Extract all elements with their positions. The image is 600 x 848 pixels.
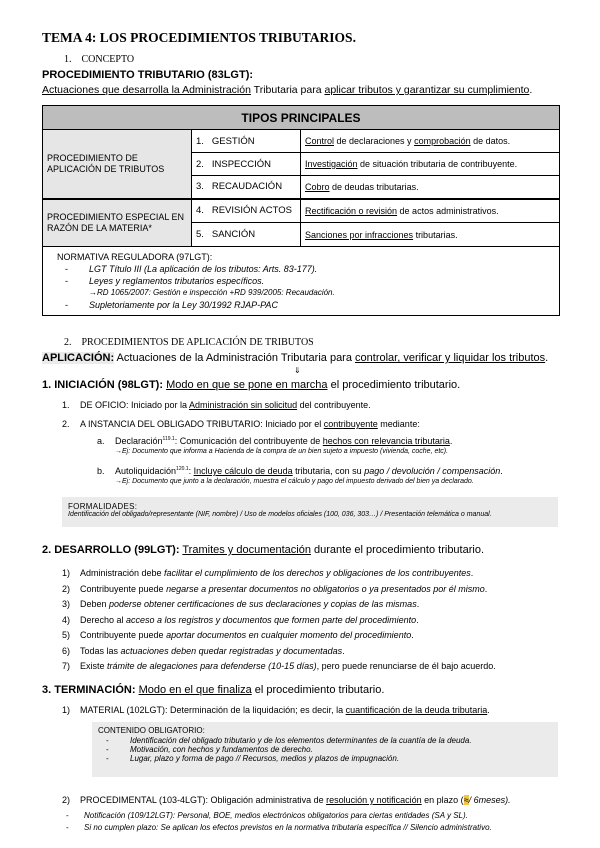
list-item	[62, 644, 496, 660]
list-italic: aportar documentos en cualquier momento del procedimiento	[166, 630, 412, 640]
sub-text: tributaria, con su	[292, 466, 365, 476]
row-desc	[301, 199, 560, 223]
list-item	[62, 582, 496, 598]
list-num: 3)	[62, 599, 71, 609]
item-num: 2)	[62, 795, 71, 805]
list-end: .	[411, 630, 414, 640]
contenido-box	[92, 722, 558, 777]
item-text-end: mediante:	[377, 419, 420, 429]
section-2-heading	[64, 337, 314, 348]
desc-u: Control	[305, 136, 335, 146]
list-text: Todas las	[80, 645, 121, 656]
normativa-item: - LGT Título III (La aplicación de los tributos: Arts. 83-177).	[65, 264, 318, 274]
desc-t: de declaraciones y	[334, 136, 415, 146]
item-num: 2.	[62, 419, 70, 429]
list-item	[62, 628, 496, 644]
iniciacion-sub-a	[97, 436, 452, 446]
item-end: / 6meses).	[468, 795, 511, 805]
iniciacion-rest: el procedimiento tributario.	[327, 379, 461, 391]
formalidades-box	[62, 497, 558, 527]
notificacion-list	[62, 810, 492, 834]
list-italic: facilitar el cumplimiento de los derechos y obligaciones de los contribuyentes	[164, 568, 471, 578]
item-text: MATERIAL (102LGT): Determinación de la liquidación; es decir, la	[80, 705, 346, 715]
normativa-text: Leyes y reglamentos tributarios específicos.	[89, 276, 265, 286]
contenido-title: CONTENIDO OBLIGATORIO:	[98, 726, 205, 735]
notificacion-text: Notificación (109/12LGT): Personal, BOE, medios electrónicos obligatorios para ciertas entidades (SA y SL).	[84, 811, 468, 820]
desc-u: Investigación	[305, 159, 358, 169]
procedure-definition	[42, 84, 532, 96]
notificacion-item: - Notificación (109/12LGT): Personal, BOE, medios electrónicos obligatorios para ciertas entidades (SA y SL).	[66, 811, 468, 820]
list-num: 6)	[62, 645, 71, 656]
desarrollo-label: 2. DESARROLLO (99LGT):	[42, 544, 180, 556]
row-name: REVISIÓN ACTOS	[211, 205, 292, 217]
item-underlined: contribuyente	[323, 419, 378, 429]
section-heading-text: CONCEPTO	[81, 54, 135, 65]
list-text: Contribuyente puede	[80, 630, 167, 640]
aplicacion-label: APLICACIÓN:	[42, 352, 115, 364]
list-num: 4)	[62, 614, 71, 625]
normativa-sub: →RD 1065/2007: Gestión e inspección +RD 939/2005: Recaudación.	[89, 288, 335, 297]
iniciacion-item-2	[62, 419, 420, 429]
desc-u: Rectificación o revisión	[305, 205, 398, 216]
list-end: .	[342, 645, 345, 656]
normativa-item: - Leyes y reglamentos tributarios específicos.	[65, 276, 265, 286]
aplicacion-line	[42, 352, 548, 364]
contenido-text: Identificación del obligado tributario y de los elementos determinantes de la cuantía de la deuda.	[130, 736, 472, 745]
item-underlined: cuantificación de la deuda tributaria	[345, 705, 488, 715]
group-especial: PROCEDIMIENTO ESPECIAL EN RAZÓN DE LA MATERIA*	[43, 199, 192, 247]
section-heading-text: PROCEDIMIENTOS DE APLICACIÓN DE TRIBUTOS	[81, 337, 314, 348]
list-text: Deben	[80, 599, 110, 609]
row-num: 2.	[196, 158, 204, 170]
desc-u: Sanciones por infracciones	[305, 229, 414, 240]
item-text-2: en plazo (	[421, 795, 464, 805]
desc-t: de actos administrativos.	[397, 205, 499, 216]
iniciacion-example-a: →Ej: Documento que informa a Hacienda de la compra de un bien sujeto a impuesto (vivienda, coche, etc).	[115, 448, 449, 455]
row-desc	[301, 153, 560, 176]
terminacion-rest: el procedimiento tributario.	[251, 684, 385, 696]
desarrollo-rest: durante el procedimiento tributario.	[310, 544, 485, 556]
list-text: Contribuyente puede	[80, 583, 167, 594]
desc-t: tributarias.	[413, 229, 458, 240]
list-italic: negarse a presentar documentos no obligatorios o ya presentados por él mismo	[166, 583, 485, 594]
list-end: .	[416, 614, 419, 625]
normativa-text: LGT Título III (La aplicación de los tributos: Arts. 83-177).	[89, 264, 318, 274]
list-num: 1)	[62, 568, 71, 578]
table-header: TIPOS PRINCIPALES	[43, 106, 560, 130]
row-desc	[301, 223, 560, 247]
highlight-mark: ≈	[463, 795, 469, 805]
list-item	[62, 613, 496, 629]
iniciacion-sub-b	[97, 466, 503, 476]
row-name: INSPECCIÓN	[211, 158, 271, 170]
row-num: 4.	[196, 205, 204, 217]
item-text-end: del contribuyente.	[297, 400, 371, 410]
list-end: , pero puede renunciarse de él bajo acuerdo.	[316, 661, 496, 671]
sub-underlined: Incluye cálculo de deuda	[193, 466, 293, 476]
section-number: 1.	[64, 54, 72, 65]
item-num: 1.	[62, 400, 70, 410]
desc-u2: comprobación	[414, 136, 471, 146]
terminacion-heading	[42, 684, 384, 696]
table-row	[192, 153, 301, 176]
list-num: 7)	[62, 661, 71, 671]
contenido-item: - Identificación del obligado tributario y de los elementos determinantes de la cuantía de la deuda.	[106, 736, 472, 745]
sub-num: a.	[97, 436, 105, 446]
sub-sup: 119.1	[162, 436, 175, 442]
list-text: Derecho al	[80, 614, 127, 625]
normativa-box	[43, 247, 559, 315]
group-aplicacion: PROCEDIMIENTO DE APLICACIÓN DE TRIBUTOS	[43, 130, 192, 199]
list-end: .	[416, 599, 420, 609]
list-italic: poderse obtener certificaciones de sus declaraciones y copias de las mismas	[109, 599, 417, 609]
procedure-subtitle: PROCEDIMIENTO TRIBUTARIO (83LGT):	[42, 69, 254, 81]
aplicacion-period: .	[545, 352, 549, 364]
sub-sup: 120.1	[176, 466, 189, 472]
table-row	[192, 223, 301, 247]
desarrollo-list	[62, 566, 496, 675]
list-item	[62, 659, 496, 675]
table-row	[192, 130, 301, 153]
iniciacion-example-b: →Ej: Documento que junto a la declaración, muestra el cálculo y pago del impuesto derivado del bien ya declarado.	[115, 478, 474, 485]
desc-t2: de datos.	[470, 136, 511, 146]
desc-u: Cobro	[305, 181, 330, 192]
aplicacion-text: Actuaciones de la Administración Tributaria para	[114, 352, 356, 364]
def-text: Tributaria para	[250, 84, 325, 96]
list-italic: acceso a los registros y documentos que formen parte del procedimiento	[126, 614, 417, 625]
row-num: 5.	[196, 229, 204, 240]
sub-text: : Comunicación del contribuyente de	[174, 436, 323, 446]
desarrollo-heading	[42, 544, 484, 556]
list-item	[62, 597, 496, 613]
notificacion-item: - Si no cumplen plazo: Se aplican los efectos previstos en la normativa tributaria específica // Silencio administrativo.	[66, 823, 492, 832]
list-italic: trámite de alegaciones para defenderse (10-15 días)	[107, 661, 317, 671]
table-row	[192, 199, 301, 223]
def-underlined-2: aplicar tributos y garantizar su cumplimiento	[324, 84, 530, 96]
list-end: .	[470, 568, 474, 578]
types-table	[42, 105, 560, 247]
desc-t: de situación tributaria de contribuyente.	[357, 159, 518, 169]
contenido-item: - Lugar, plazo y forma de pago // Recursos, medios y plazos de impugnación.	[106, 754, 400, 763]
row-name: GESTIÓN	[211, 135, 255, 147]
sub-period: .	[500, 466, 503, 476]
terminacion-underlined: Modo en el que finaliza	[138, 684, 252, 696]
item-underlined: Administración sin solicitud	[189, 400, 298, 410]
item-text: DE OFICIO: Iniciado por la	[80, 400, 190, 410]
normativa-item: - Supletoriamente por la Ley 30/1992 RJAP-PAC	[65, 300, 278, 310]
item-underlined: resolución y notificación	[326, 795, 422, 805]
desc-t: de deudas tributarias.	[329, 181, 419, 192]
item-end: .	[487, 705, 490, 715]
formalidades-text: Identificación del obligado/representante (NIF, nombre) / Uso de modelos oficiales (100, 036, 303…) / Presentación telemática o manual.	[68, 511, 492, 518]
sub-italic: pago / devolución / compensación	[364, 466, 501, 476]
list-end: .	[484, 583, 488, 594]
down-arrow-icon: ⇓	[294, 366, 301, 375]
formalidades-title: FORMALIDADES:	[68, 502, 138, 511]
sub-term: Autoliquidación	[115, 466, 177, 476]
normativa-text: Supletoriamente por la Ley 30/1992 RJAP-PAC	[89, 300, 278, 310]
list-text: Existe	[80, 661, 108, 671]
contenido-text: Lugar, plazo y forma de pago // Recursos, medios y plazos de impugnación.	[130, 754, 400, 763]
contenido-text: Motivación, con hechos y fundamentos de derecho.	[130, 745, 313, 754]
desarrollo-underlined: Tramites y documentación	[182, 544, 311, 556]
iniciacion-underlined: Modo en que se pone en marcha	[166, 379, 328, 391]
iniciacion-label: 1. INICIACIÓN (98LGT):	[42, 379, 164, 391]
iniciacion-heading	[42, 379, 460, 391]
list-item	[62, 566, 496, 582]
item-text: PROCEDIMENTAL (103-4LGT): Obligación administrativa de	[80, 795, 327, 805]
list-num: 2)	[62, 583, 71, 594]
contenido-item: - Motivación, con hechos y fundamentos de derecho.	[106, 745, 313, 754]
notificacion-text: Si no cumplen plazo: Se aplican los efectos previstos en la normativa tributaria específica // Silencio administrativo.	[84, 823, 492, 832]
row-name: SANCIÓN	[211, 229, 256, 240]
list-text: Administración debe	[80, 568, 165, 578]
def-period: .	[529, 84, 533, 96]
def-underlined-1: Actuaciones que desarrolla la Administración	[42, 84, 251, 96]
section-number: 2.	[64, 337, 72, 348]
table-row	[192, 176, 301, 199]
sub-underlined: hechos con relevancia tributaria	[322, 436, 450, 446]
sub-colon: :	[188, 466, 194, 476]
item-num: 1)	[62, 705, 71, 715]
sub-period: .	[449, 436, 453, 446]
page-title: TEMA 4: LOS PROCEDIMIENTOS TRIBUTARIOS.	[42, 30, 356, 45]
sub-term: Declaración	[115, 436, 163, 446]
normativa-title: NORMATIVA REGULADORA (97LGT):	[57, 252, 213, 262]
aplicacion-underlined: controlar, verificar y liquidar los tributos	[355, 352, 546, 364]
row-num: 1.	[196, 135, 204, 147]
types-table-box	[42, 105, 560, 316]
terminacion-procedimental	[62, 795, 511, 805]
list-num: 5)	[62, 630, 71, 640]
row-name: RECAUDACIÓN	[211, 181, 283, 193]
list-italic: actuaciones deben quedar registradas y documentadas	[120, 645, 343, 656]
iniciacion-item-1	[62, 400, 371, 410]
terminacion-material	[62, 705, 490, 715]
section-1-heading	[64, 54, 134, 65]
sub-num: b.	[97, 466, 105, 476]
row-num: 3.	[196, 181, 204, 193]
item-text: A INSTANCIA DEL OBLIGADO TRIBUTARIO: Iniciado por el	[80, 419, 324, 429]
terminacion-label: 3. TERMINACIÓN:	[42, 684, 136, 696]
row-desc	[301, 130, 560, 153]
row-desc	[301, 176, 560, 199]
